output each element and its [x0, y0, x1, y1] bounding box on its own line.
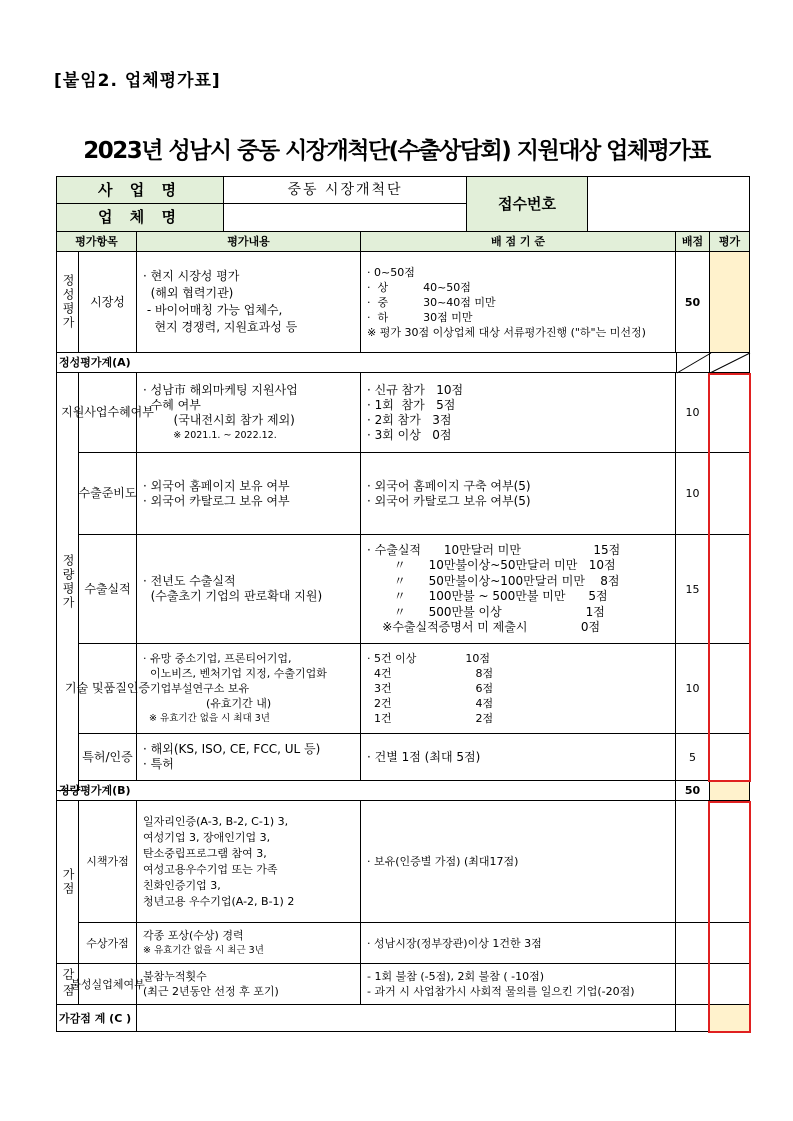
- text-line: 각종 포상(수상) 경력: [143, 929, 244, 942]
- quant-item-2: [79, 535, 137, 644]
- text-line: · 성남市 해외마케팅 지원사업: [143, 382, 298, 397]
- quant-content-0: [137, 373, 361, 453]
- subtotal-b-label: 정량평가계(B): [57, 781, 676, 801]
- text-line: 기술 및: [65, 681, 104, 695]
- text-line: · 보유(인증별 가점) (최대17점): [367, 855, 519, 868]
- bonus-eval-input-0[interactable]: [710, 801, 750, 923]
- deduction-criteria: [361, 964, 676, 1005]
- bonus-eval-input-1[interactable]: [710, 923, 750, 964]
- text-line: · 외국어 카탈로그 보유 여부(5): [367, 493, 531, 508]
- text-line: · 외국어 홈페이지 보유 여부: [143, 478, 290, 493]
- qualitative-score: 50: [676, 252, 710, 353]
- text-line: 기업부설연구소 보유: [143, 682, 250, 695]
- text-line: (최근 2년동안 선정 후 포기): [143, 985, 279, 998]
- bonus-criteria-1: [361, 923, 676, 964]
- text-line: 업체여부: [102, 977, 145, 991]
- deduction-eval-input[interactable]: [710, 964, 750, 1005]
- quantitative-group-label: 정량평가: [57, 373, 79, 791]
- quant-item-3: [65, 644, 150, 734]
- text-line: · 유망 중소기업, 프론티어기업,: [143, 652, 292, 665]
- text-line: 수혜 여부: [143, 397, 201, 412]
- quant-content-1: [137, 453, 361, 535]
- diagonal-slash-icon: [710, 353, 750, 373]
- text-line: 이노비즈, 벤처기업 지정, 수출기업화: [143, 667, 327, 680]
- text-line: · 현지 시장성 평가: [143, 269, 240, 283]
- quant-item-0: [61, 373, 154, 453]
- text-line: 탄소중립프로그램 참여 3,: [143, 846, 267, 860]
- col-header-criteria: 배 점 기 준: [361, 232, 676, 252]
- subtotal-c-label: 가감점 계 (C ): [57, 1005, 137, 1032]
- quant-criteria-2: [361, 535, 676, 644]
- text-line: 시책가점: [86, 855, 129, 868]
- text-line: · 특허: [143, 757, 174, 771]
- bonus-group-label: 가점: [57, 801, 79, 964]
- quant-content-2: [137, 535, 361, 644]
- text-line: 수혜여부: [107, 405, 154, 419]
- text-line: 〃 50만불이상~100만달러 미만 8점: [367, 573, 620, 588]
- quant-eval-input-3[interactable]: [710, 644, 750, 734]
- text-line: 청년고용 우수기업(A-2, B-1) 2: [143, 894, 295, 908]
- text-line: - 바이어매칭 가능 업체수,: [143, 303, 283, 317]
- bonus-content-1: [137, 923, 361, 964]
- quant-score-3: 10: [676, 644, 710, 734]
- deduction-item: [70, 964, 145, 1005]
- text-line: · 전년도 수출실적: [143, 573, 236, 588]
- text-line: ※수출실적증명서 미 제출시 0점: [367, 620, 601, 634]
- quant-criteria-1: [361, 453, 676, 535]
- text-line: 불성실: [70, 977, 103, 991]
- quant-criteria-0: [361, 373, 676, 453]
- text-line: 일자리인증(A-3, B-2, C-1) 3,: [143, 814, 289, 828]
- col-header-score: 배점: [676, 232, 710, 252]
- text-line: 3건 6점: [367, 682, 494, 695]
- text-line: · 건별 1점 (최대 5점): [367, 749, 481, 764]
- subtotal-a-label: 정성평가계(A): [57, 353, 676, 373]
- receipt-no-label: 접수번호: [467, 177, 588, 232]
- text-line: ※ 2021.1. ~ 2022.12.: [143, 429, 277, 441]
- text-line: · 5건 이상 10점: [367, 652, 490, 665]
- text-line: · 0~50점: [367, 265, 415, 279]
- receipt-no-value[interactable]: [588, 177, 750, 232]
- company-name-label: 업 체 명: [57, 204, 224, 232]
- qualitative-criteria: [361, 252, 676, 353]
- text-line: - 1회 불참 (-5점), 2회 불참 ( -10점): [367, 970, 545, 983]
- text-line: · 중 30~40점 미만: [367, 295, 496, 309]
- col-header-content: 평가내용: [137, 232, 361, 252]
- text-line: 지원사업: [61, 405, 108, 419]
- text-line: 여성고용우수기업 또는 가족: [143, 862, 278, 876]
- text-line: - 과거 시 사업참가시 사회적 물의를 일으킨 기업(-20점): [367, 985, 635, 998]
- quant-eval-input-4[interactable]: [710, 734, 750, 781]
- quant-item-1: [79, 453, 137, 535]
- text-line: 특허/인증: [82, 749, 133, 764]
- deduction-group-label: 감점: [57, 964, 79, 1005]
- text-line: 수상가점: [86, 936, 129, 950]
- bonus-criteria-0: [361, 801, 676, 923]
- quant-content-4: [137, 734, 361, 781]
- text-line: 2건 4점: [367, 697, 494, 710]
- text-line: 〃 10만불이상~50만달러 미만 10점: [367, 558, 616, 572]
- text-line: · 3회 이상 0점: [367, 427, 452, 442]
- subtotal-b-score: 50: [676, 781, 710, 801]
- text-line: · 외국어 홈페이지 구축 여부(5): [367, 478, 531, 493]
- subtotal-c-blank: [137, 1005, 676, 1032]
- quant-score-1: 10: [676, 453, 710, 535]
- subtotal-a-score: [676, 353, 710, 373]
- bonus-content-0: [137, 801, 361, 923]
- quant-eval-input-2[interactable]: [710, 535, 750, 644]
- text-line: ※ 유효기간 없을 시 최대 3년: [143, 713, 270, 724]
- text-line: 〃 100만불 ~ 500만불 미만 5점: [367, 589, 608, 603]
- col-header-eval: 평가: [710, 232, 750, 252]
- attachment-label: [붙임2. 업체평가표]: [54, 71, 221, 91]
- quant-score-0: 10: [676, 373, 710, 453]
- text-line: · 1회 참가 5점: [367, 397, 456, 412]
- quant-criteria-3: [361, 644, 676, 734]
- text-line: 1건 2점: [367, 712, 494, 725]
- col-header-item: 평가항목: [57, 232, 137, 252]
- bonus-item-0: [79, 801, 137, 923]
- text-line: (국내전시회 참가 제외): [143, 412, 295, 427]
- bonus-score-0: [676, 801, 710, 923]
- page-title: 2023년 성남시 중동 시장개척단(수출상담회) 지원대상 업체평가표: [83, 138, 710, 164]
- quant-score-2: 15: [676, 535, 710, 644]
- text-line: (유효기간 내): [143, 697, 272, 710]
- deduction-score: [676, 964, 710, 1005]
- text-line: 품질인증: [103, 681, 150, 695]
- text-line: · 수출실적 10만달러 미만 15점: [367, 542, 621, 557]
- quant-content-3: [137, 644, 361, 734]
- bonus-item-1: [79, 923, 137, 964]
- text-line: · 2회 참가 3점: [367, 412, 452, 427]
- text-line: · 외국어 카탈로그 보유 여부: [143, 493, 290, 508]
- text-line: 여성기업 3, 장애인기업 3,: [143, 830, 271, 844]
- text-line: 불참누적횟수: [143, 970, 207, 983]
- text-line: 친화인증기업 3,: [143, 878, 221, 892]
- text-line: · 성남시장(정부장관)이상 1건한 3점: [367, 936, 542, 950]
- bonus-score-1: [676, 923, 710, 964]
- text-line: 수출실적: [84, 581, 131, 596]
- quant-eval-input-0[interactable]: [710, 373, 750, 453]
- subtotal-b-eval-input[interactable]: [710, 781, 750, 801]
- text-line: · 상 40~50점: [367, 280, 471, 294]
- subtotal-c-eval-input[interactable]: [710, 1005, 750, 1032]
- quant-criteria-4: [361, 734, 676, 781]
- subtotal-a-eval: [710, 353, 750, 373]
- quant-item-4: [79, 734, 137, 781]
- text-line: 4건 8점: [367, 667, 494, 680]
- deduction-content: [137, 964, 361, 1005]
- text-line: ※ 평가 30점 이상업체 대상 서류평가진행 ("하"는 미선정): [367, 325, 646, 339]
- business-name-value: 중동 시장개척단: [224, 177, 467, 204]
- business-name-label: 사 업 명: [57, 177, 224, 204]
- quant-eval-input-1[interactable]: [710, 453, 750, 535]
- quant-score-4: 5: [676, 734, 710, 781]
- subtotal-c-score: [676, 1005, 710, 1032]
- text-line: 〃 500만불 이상 1점: [367, 604, 605, 619]
- evaluation-table: [56, 176, 750, 1032]
- qualitative-item: 시장성: [79, 252, 137, 353]
- text-line: · 해외(KS, ISO, CE, FCC, UL 등): [143, 742, 321, 756]
- text-line: · 하 30점 미만: [367, 310, 473, 324]
- qualitative-group-label: 정성평가: [57, 252, 79, 353]
- text-line: (해외 협력기관): [143, 286, 234, 300]
- text-line: · 신규 참가 10점: [367, 382, 464, 397]
- qualitative-content: [137, 252, 361, 353]
- text-line: (수출초기 기업의 판로확대 지원): [143, 589, 323, 603]
- text-line: 수출준비도: [78, 486, 137, 500]
- diagonal-slash-icon: [677, 353, 711, 373]
- company-name-value[interactable]: [224, 204, 467, 232]
- text-line: ※ 유효기간 없을 시 최근 3년: [143, 945, 264, 956]
- qualitative-eval-input[interactable]: [710, 252, 750, 353]
- text-line: 현지 경쟁력, 지원효과성 등: [143, 320, 298, 334]
